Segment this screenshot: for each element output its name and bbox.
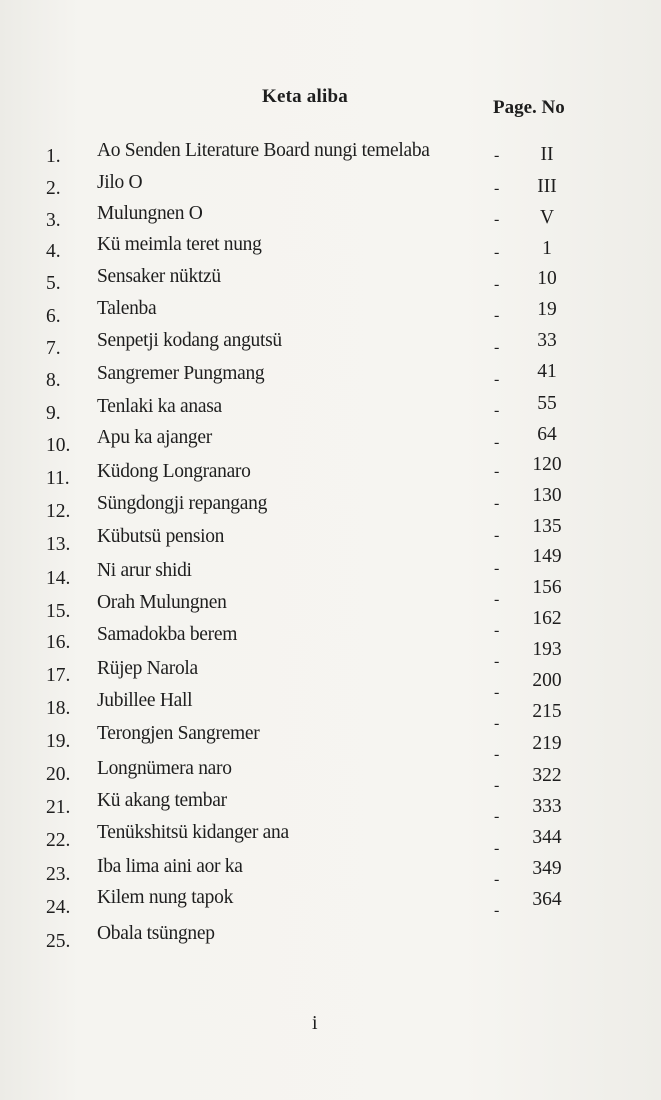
toc-entry-leader-dash: - <box>494 871 500 888</box>
toc-entry-number: 24. <box>46 897 71 918</box>
toc-entry-leader-dash: - <box>494 402 500 419</box>
toc-entry-leader-dash: - <box>494 463 500 480</box>
toc-entry-page-number: 333 <box>532 796 562 817</box>
page-number-column-header: Page. No <box>493 97 565 118</box>
toc-entry-number: 25. <box>46 931 71 952</box>
toc-entry-number: 7. <box>46 338 61 359</box>
toc-entry-title: Senpetji kodang angutsü <box>97 330 282 351</box>
toc-entry-number: 20. <box>46 764 71 785</box>
toc-entry-page-number: 219 <box>532 733 562 754</box>
toc-entry-page-number: 19 <box>537 299 557 320</box>
toc-entry-leader-dash: - <box>494 715 500 732</box>
toc-entry-leader-dash: - <box>494 147 500 164</box>
toc-entry-page-number: 156 <box>532 577 562 598</box>
toc-entry-page-number: 149 <box>532 546 562 567</box>
toc-entry-title: Iba lima aini aor ka <box>97 856 243 877</box>
toc-entry-page-number: 349 <box>532 858 562 879</box>
toc-entry-leader-dash: - <box>494 371 500 388</box>
toc-entry-title: Tenükshitsü kidanger ana <box>97 822 289 843</box>
toc-entry-page-number: III <box>537 176 557 197</box>
toc-entry-number: 11. <box>46 468 70 489</box>
toc-entry-leader-dash: - <box>494 777 500 794</box>
toc-entry-leader-dash: - <box>494 808 500 825</box>
toc-entry-number: 15. <box>46 601 71 622</box>
toc-entry-title: Kü akang tembar <box>97 790 227 811</box>
toc-entry-leader-dash: - <box>494 339 500 356</box>
toc-entry-title: Jilo O <box>97 172 143 193</box>
toc-entry-number: 1. <box>46 146 61 167</box>
toc-entry-page-number: 200 <box>532 670 562 691</box>
toc-entry-page-number: 215 <box>532 701 562 722</box>
toc-entry-number: 17. <box>46 665 71 686</box>
toc-entry-number: 13. <box>46 534 71 555</box>
toc-entry-title: Kilem nung tapok <box>97 887 234 908</box>
toc-entry-page-number: 364 <box>532 889 562 910</box>
toc-entry-number: 8. <box>46 370 61 391</box>
toc-entry-leader-dash: - <box>494 591 500 608</box>
toc-entry-page-number: 135 <box>532 516 562 537</box>
toc-entry-leader-dash: - <box>494 684 500 701</box>
toc-entry-number: 10. <box>46 435 71 456</box>
toc-entry-title: Kü meimla teret nung <box>97 234 262 255</box>
toc-entry-title: Sangremer Pungmang <box>97 363 265 384</box>
page-folio: i <box>312 1012 318 1034</box>
toc-entry-page-number: 41 <box>537 361 557 382</box>
toc-entry-number: 22. <box>46 830 71 851</box>
toc-entry-title: Küdong Longranaro <box>97 461 251 482</box>
toc-entry-title: Orah Mulungnen <box>97 592 227 613</box>
toc-entry-page-number: 10 <box>537 268 557 289</box>
toc-entry-number: 21. <box>46 797 71 818</box>
toc-entry-title: Kübutsü pension <box>97 526 225 547</box>
toc-entry-leader-dash: - <box>494 746 500 763</box>
toc-entry-page-number: 130 <box>532 485 562 506</box>
toc-entry-number: 4. <box>46 241 61 262</box>
toc-entry-number: 14. <box>46 568 71 589</box>
toc-entry-page-number: 120 <box>532 454 562 475</box>
toc-entry-number: 5. <box>46 273 61 294</box>
toc-entry-number: 12. <box>46 501 71 522</box>
toc-entry-title: Tenlaki ka anasa <box>97 396 222 417</box>
toc-entry-leader-dash: - <box>494 622 500 639</box>
toc-entry-title: Terongjen Sangremer <box>97 723 260 744</box>
toc-entry-title: Longnümera naro <box>97 758 232 779</box>
toc-entry-title: Talenba <box>97 298 157 319</box>
toc-entry-leader-dash: - <box>494 244 500 261</box>
toc-entry-page-number: 193 <box>532 639 562 660</box>
toc-entry-leader-dash: - <box>494 180 500 197</box>
toc-entry-leader-dash: - <box>494 276 500 293</box>
toc-entry-leader-dash: - <box>494 653 500 670</box>
toc-entry-number: 6. <box>46 306 61 327</box>
toc-entry-number: 19. <box>46 731 71 752</box>
toc-entry-number: 9. <box>46 403 61 424</box>
toc-entry-number: 3. <box>46 210 61 231</box>
toc-entry-number: 23. <box>46 864 71 885</box>
toc-entry-number: 18. <box>46 698 71 719</box>
toc-entry-leader-dash: - <box>494 434 500 451</box>
toc-entry-title: Süngdongji repangang <box>97 493 268 514</box>
toc-entry-number: 16. <box>46 632 71 653</box>
toc-entry-page-number: II <box>540 144 554 165</box>
toc-entry-title: Jubillee Hall <box>97 690 193 711</box>
toc-entry-page-number: 1 <box>542 238 552 259</box>
toc-entry-leader-dash: - <box>494 211 500 228</box>
contents-heading: Keta aliba <box>262 86 348 107</box>
toc-entry-page-number: 33 <box>537 330 557 351</box>
toc-entry-title: Apu ka ajanger <box>97 427 212 448</box>
toc-entry-title: Sensaker nüktzü <box>97 266 221 287</box>
toc-entry-title: Obala tsüngnep <box>97 923 215 944</box>
toc-entry-number: 2. <box>46 178 61 199</box>
toc-entry-page-number: 55 <box>537 393 557 414</box>
toc-entry-title: Rüjep Narola <box>97 658 198 679</box>
toc-entry-page-number: 344 <box>532 827 562 848</box>
toc-entry-title: Samadokba berem <box>97 624 238 645</box>
toc-entry-leader-dash: - <box>494 840 500 857</box>
toc-entry-page-number: V <box>539 207 555 228</box>
toc-entry-title: Mulungnen O <box>97 203 203 224</box>
toc-entry-leader-dash: - <box>494 902 500 919</box>
toc-entry-leader-dash: - <box>494 307 500 324</box>
toc-entry-page-number: 162 <box>532 608 562 629</box>
toc-entry-leader-dash: - <box>494 560 500 577</box>
toc-entry-leader-dash: - <box>494 527 500 544</box>
toc-entry-title: Ni arur shidi <box>97 560 192 581</box>
toc-entry-title: Ao Senden Literature Board nungi temelaba <box>97 140 430 161</box>
toc-entry-page-number: 322 <box>532 765 562 786</box>
toc-entry-leader-dash: - <box>494 495 500 512</box>
toc-entry-page-number: 64 <box>537 424 557 445</box>
